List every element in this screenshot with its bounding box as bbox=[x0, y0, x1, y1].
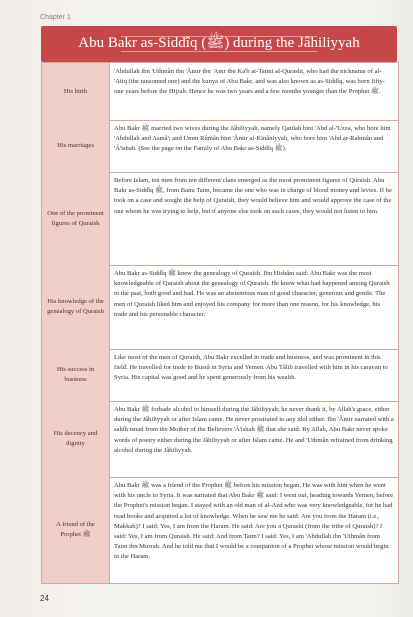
row-label: His success in business bbox=[42, 349, 110, 401]
row-label: His marriages bbox=[42, 120, 110, 172]
table-row bbox=[42, 265, 398, 350]
banner-ornament-bottom bbox=[121, 51, 317, 60]
section-banner bbox=[41, 26, 397, 62]
table-row bbox=[42, 63, 398, 121]
row-label: His decency and dignity bbox=[42, 401, 110, 477]
banner-ornament-top bbox=[121, 28, 317, 37]
row-text: Like most of the men of Quraish, Abu Bakr excelled in trade and business, and was prominent in this field. He travelled for trade to Busrâ in Syria and Yemen. Abu Tâlib travelled with him in his caravan to Syria. His capital was good and he spent generously from his wealth. bbox=[114, 354, 388, 382]
row-label: His birth bbox=[42, 63, 110, 120]
section-title: Abu Bakr as-Siddîq (ﷺ) during the Jâhiliyyah bbox=[78, 35, 360, 51]
row-label: A friend of the Prophet ﷺ bbox=[42, 477, 110, 583]
page-number: 24 bbox=[40, 594, 49, 603]
table-row bbox=[42, 120, 398, 173]
table-row bbox=[42, 477, 398, 583]
table-row bbox=[42, 349, 398, 402]
row-label: One of the prominent figures of Quraish bbox=[42, 172, 110, 265]
table-row bbox=[42, 401, 398, 478]
row-text: Abu Bakr ﷺ forbade alcohol to himself during the Jâhiliyyah; he never drank it, by Allah's grace, either during the Jâhiliyyah or after Islam came. He never prostrated to any idol either. Ibn 'Âmir narrated with a sahîh isnad from the Mother of the Believers 'Â'ishah ﷺ that she said: By Allah, Abu Bakr never spoke words of poetry either during the Jâhiliyyah or after Islam came. He and 'Uthmân refrained from drinking alcohol during the Jâhiliyyah. bbox=[114, 406, 394, 454]
biography-table bbox=[41, 62, 399, 584]
row-label: His knowledge of the genealogy of Quraish bbox=[42, 265, 110, 349]
chapter-heading: Chapter 1 bbox=[40, 14, 71, 21]
row-text: 'Abdullah ibn 'Uthmân ibn 'Âmir ibn 'Amr ibn Ka'b at-Taimi al-Qurashi, who had the nickname of al-'Atiq (the ransomed one) and the kunya of Abu Bakr, and was also known as as-Siddîq, was born fifty-one years before the Hijrah. Hence he was two years and a few months younger than the Prophet ﷺ. bbox=[114, 68, 385, 96]
row-text: Abu Bakr ﷺ married two wives during the Jâhiliyyah, namely Qatilah bint 'Abd al-'Uzza, who bore him 'Abdullah and Asmâ'; and Umm Rûmân bint 'Âmir al-Kinâniyyah, who bore him 'Abd ar-Rahmân and 'Â'ishah. (See the page on the Family of Abu Bakr as-Siddîq ﷺ). bbox=[114, 125, 391, 153]
row-text: Abu Bakr as-Siddîq ﷺ knew the genealogy of Quraish. Ibn Hishâm said: Abu Bakr was the most knowledgeable of Quraish about the genealogy of Quraish. He knew what had happened among Quraish in the past, both good and bad. He was an abstemious man of good character, generous and gentle. The men of Quraish liked him and enjoyed his company for more than one reason, for his knowledge, his trade and his personable character. bbox=[114, 270, 390, 318]
row-text: Before Islam, ten men from ten different clans emerged as the most prominent figures of Quraish. Abu Bakr as-Siddîq ﷺ, from Banu Taim, became the one who was in charge of blood money and levies. If he took on a case and sought the help of Quraish, they would believe him and would approve the case of the one whom he was trying to help, but if anyone else took on such cases, they would not listen to him. bbox=[114, 177, 392, 215]
table-row bbox=[42, 172, 398, 266]
row-text: Abu Bakr ﷺ was a friend of the Prophet ﷺ before his mission began. He was with him when he went with his uncle to Syria. It was narrated that Abu Bakr ﷺ said: I went out, heading towards Yemen, before the Prophet's mission began. I stayed with an old man of al-Azd who was very knowledgeable, for he had read books and acquired a lot of knowledge. When he saw me he said: Are you from the Haram (i.e., Makkah)? I said: Yes, I am from the Haram. He said: Are you a Qurashi (from the tribe of Quraish)? I said: Yes, I am from Quraish. He said: And from Taim? I said: Yes, I am 'Abdullah ibn 'Uthmân from Taim ibn Murrah. And he told me that I would be a companion of a Prophet whose mission would begin in the Haram. bbox=[114, 482, 394, 561]
